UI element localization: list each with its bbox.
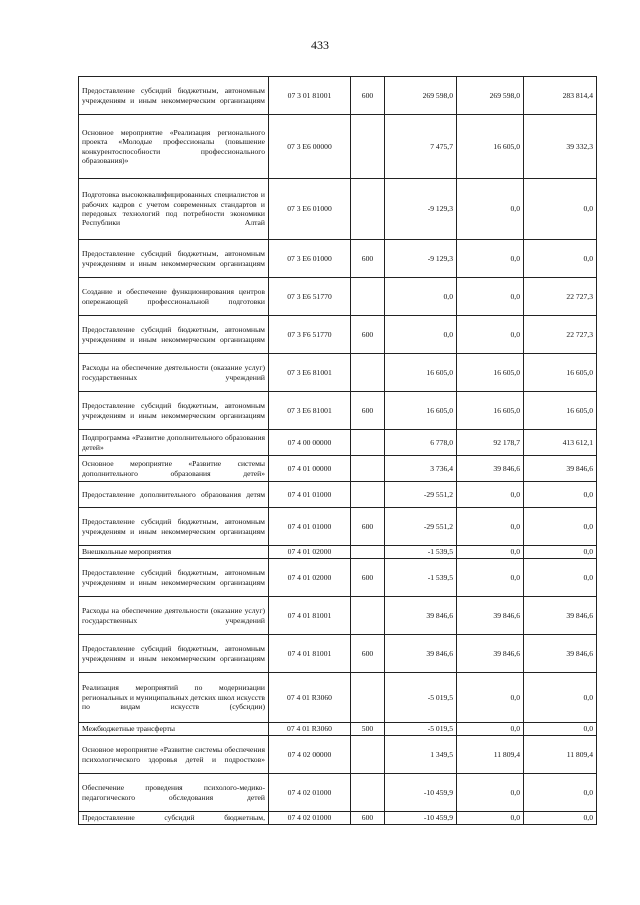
row-type bbox=[351, 354, 385, 392]
row-name: Обеспечение проведения психолого-медико-педагогического обследования детей bbox=[79, 774, 269, 812]
row-type bbox=[351, 546, 385, 559]
row-year2: 16 605,0 bbox=[457, 392, 524, 430]
row-code: 07 4 01 00000 bbox=[269, 456, 351, 482]
table-row bbox=[79, 635, 597, 673]
table-row bbox=[79, 316, 597, 354]
row-type: 600 bbox=[351, 240, 385, 278]
row-code: 07 4 02 01000 bbox=[269, 774, 351, 812]
row-year1: 39 846,6 bbox=[385, 597, 457, 635]
row-type bbox=[351, 456, 385, 482]
row-year3: 22 727,3 bbox=[524, 278, 597, 316]
row-year1: 16 605,0 bbox=[385, 392, 457, 430]
row-year3: 39 846,6 bbox=[524, 456, 597, 482]
table-row bbox=[79, 392, 597, 430]
row-name: Предоставление дополнительного образования детям bbox=[79, 482, 269, 508]
row-name: Предоставление субсидий бюджетным, автономным учреждениям и иным некоммерческим организациям bbox=[79, 316, 269, 354]
table-row bbox=[79, 240, 597, 278]
row-type: 600 bbox=[351, 812, 385, 825]
row-type bbox=[351, 736, 385, 774]
table-row bbox=[79, 774, 597, 812]
table-row bbox=[79, 115, 597, 179]
row-year1: -1 539,5 bbox=[385, 559, 457, 597]
row-code: 07 3 E6 00000 bbox=[269, 115, 351, 179]
row-type: 500 bbox=[351, 723, 385, 736]
row-year3: 0,0 bbox=[524, 240, 597, 278]
row-name: Создание и обеспечение функционирования центров опережающей профессиональной подготовки bbox=[79, 278, 269, 316]
row-year3: 16 605,0 bbox=[524, 354, 597, 392]
row-year1: -9 129,3 bbox=[385, 240, 457, 278]
row-year1: -9 129,3 bbox=[385, 179, 457, 240]
row-code: 07 3 E6 01000 bbox=[269, 179, 351, 240]
row-type: 600 bbox=[351, 392, 385, 430]
row-type bbox=[351, 774, 385, 812]
row-year2: 39 846,6 bbox=[457, 456, 524, 482]
table-row bbox=[79, 354, 597, 392]
row-year1: -5 019,5 bbox=[385, 673, 457, 723]
row-year2: 269 598,0 bbox=[457, 77, 524, 115]
table-row bbox=[79, 736, 597, 774]
row-type bbox=[351, 430, 385, 456]
row-year3: 0,0 bbox=[524, 723, 597, 736]
row-type: 600 bbox=[351, 77, 385, 115]
budget-table bbox=[78, 76, 597, 825]
row-year3: 0,0 bbox=[524, 673, 597, 723]
row-year1: 7 475,7 bbox=[385, 115, 457, 179]
row-name: Межбюджетные трансферты bbox=[79, 723, 269, 736]
budget-table-body bbox=[79, 77, 597, 825]
row-year1: 269 598,0 bbox=[385, 77, 457, 115]
row-code: 07 3 01 81001 bbox=[269, 77, 351, 115]
row-year2: 0,0 bbox=[457, 240, 524, 278]
row-year3: 0,0 bbox=[524, 812, 597, 825]
row-year1: -1 539,5 bbox=[385, 546, 457, 559]
row-year2: 39 846,6 bbox=[457, 635, 524, 673]
row-year3: 11 809,4 bbox=[524, 736, 597, 774]
row-year2: 0,0 bbox=[457, 482, 524, 508]
row-name: Предоставление субсидий бюджетным, автономным учреждениям и иным некоммерческим организациям bbox=[79, 635, 269, 673]
row-name: Предоставление субсидий бюджетным, bbox=[79, 812, 269, 825]
row-name: Реализация мероприятий по модернизации региональных и муниципальных детских школ искусств по видам искусств (субсидии) bbox=[79, 673, 269, 723]
row-year2: 39 846,6 bbox=[457, 597, 524, 635]
row-code: 07 4 01 81001 bbox=[269, 597, 351, 635]
table-row bbox=[79, 546, 597, 559]
row-year1: 16 605,0 bbox=[385, 354, 457, 392]
row-type bbox=[351, 179, 385, 240]
row-year1: -29 551,2 bbox=[385, 508, 457, 546]
row-year2: 0,0 bbox=[457, 316, 524, 354]
row-code: 07 4 01 02000 bbox=[269, 559, 351, 597]
row-name: Подпрограмма «Развитие дополнительного образования детей» bbox=[79, 430, 269, 456]
row-year2: 0,0 bbox=[457, 559, 524, 597]
table-row bbox=[79, 482, 597, 508]
row-name: Предоставление субсидий бюджетным, автономным учреждениям и иным некоммерческим организациям bbox=[79, 392, 269, 430]
row-year1: -10 459,9 bbox=[385, 774, 457, 812]
row-year1: 3 736,4 bbox=[385, 456, 457, 482]
row-year3: 0,0 bbox=[524, 508, 597, 546]
row-year1: 6 778,0 bbox=[385, 430, 457, 456]
row-code: 07 4 01 01000 bbox=[269, 482, 351, 508]
row-code: 07 3 E6 81001 bbox=[269, 354, 351, 392]
row-year3: 0,0 bbox=[524, 179, 597, 240]
row-name: Предоставление субсидий бюджетным, автономным учреждениям и иным некоммерческим организациям bbox=[79, 240, 269, 278]
row-type bbox=[351, 482, 385, 508]
table-row bbox=[79, 723, 597, 736]
row-year3: 0,0 bbox=[524, 559, 597, 597]
row-year2: 0,0 bbox=[457, 812, 524, 825]
row-type: 600 bbox=[351, 559, 385, 597]
row-name: Предоставление субсидий бюджетным, автономным учреждениям и иным некоммерческим организациям bbox=[79, 508, 269, 546]
row-name: Расходы на обеспечение деятельности (оказание услуг) государственных учреждений bbox=[79, 597, 269, 635]
table-row bbox=[79, 278, 597, 316]
row-year2: 92 178,7 bbox=[457, 430, 524, 456]
row-year2: 0,0 bbox=[457, 179, 524, 240]
row-name: Предоставление субсидий бюджетным, автономным учреждениям и иным некоммерческим организациям bbox=[79, 77, 269, 115]
row-name: Основное мероприятие «Развитие системы дополнительного образования детей» bbox=[79, 456, 269, 482]
row-year2: 0,0 bbox=[457, 278, 524, 316]
row-code: 07 4 01 R3060 bbox=[269, 723, 351, 736]
table-row bbox=[79, 673, 597, 723]
row-code: 07 4 02 00000 bbox=[269, 736, 351, 774]
row-type: 600 bbox=[351, 316, 385, 354]
row-year3: 39 846,6 bbox=[524, 597, 597, 635]
row-code: 07 3 F6 51770 bbox=[269, 316, 351, 354]
row-year2: 0,0 bbox=[457, 546, 524, 559]
row-year1: 0,0 bbox=[385, 316, 457, 354]
row-year3: 0,0 bbox=[524, 482, 597, 508]
row-year1: -5 019,5 bbox=[385, 723, 457, 736]
row-type bbox=[351, 278, 385, 316]
table-row bbox=[79, 456, 597, 482]
row-year3: 413 612,1 bbox=[524, 430, 597, 456]
row-year3: 16 605,0 bbox=[524, 392, 597, 430]
row-year3: 0,0 bbox=[524, 546, 597, 559]
row-year3: 39 846,6 bbox=[524, 635, 597, 673]
row-code: 07 4 01 01000 bbox=[269, 508, 351, 546]
row-type bbox=[351, 115, 385, 179]
row-year2: 0,0 bbox=[457, 673, 524, 723]
row-year1: -10 459,9 bbox=[385, 812, 457, 825]
row-code: 07 3 E6 01000 bbox=[269, 240, 351, 278]
row-code: 07 4 01 81001 bbox=[269, 635, 351, 673]
table-row bbox=[79, 508, 597, 546]
row-code: 07 4 01 02000 bbox=[269, 546, 351, 559]
row-name: Основное мероприятие «Развитие системы обеспечения психологического здоровья детей и подростков» bbox=[79, 736, 269, 774]
row-code: 07 3 E6 81001 bbox=[269, 392, 351, 430]
row-year2: 16 605,0 bbox=[457, 354, 524, 392]
table-row bbox=[79, 430, 597, 456]
row-year1: 0,0 bbox=[385, 278, 457, 316]
row-code: 07 4 01 R3060 bbox=[269, 673, 351, 723]
table-row bbox=[79, 597, 597, 635]
row-year1: -29 551,2 bbox=[385, 482, 457, 508]
row-name: Предоставление субсидий бюджетным, автономным учреждениям и иным некоммерческим организациям bbox=[79, 559, 269, 597]
row-name: Внешкольные мероприятия bbox=[79, 546, 269, 559]
row-year3: 22 727,3 bbox=[524, 316, 597, 354]
row-code: 07 4 02 01000 bbox=[269, 812, 351, 825]
row-name: Подготовка высококвалифицированных специалистов и рабочих кадров с учетом современных стандартов и передовых технологий под потребности экономики Республики Алтай bbox=[79, 179, 269, 240]
row-year3: 283 814,4 bbox=[524, 77, 597, 115]
table-row bbox=[79, 559, 597, 597]
row-name: Основное мероприятие «Реализация регионального проекта «Молодые профессионалы (повышение конкурентоспособности профессионального образования)» bbox=[79, 115, 269, 179]
row-year2: 0,0 bbox=[457, 774, 524, 812]
table-row bbox=[79, 179, 597, 240]
row-year2: 11 809,4 bbox=[457, 736, 524, 774]
row-year2: 0,0 bbox=[457, 723, 524, 736]
row-type: 600 bbox=[351, 508, 385, 546]
row-year1: 1 349,5 bbox=[385, 736, 457, 774]
row-name: Расходы на обеспечение деятельности (оказание услуг) государственных учреждений bbox=[79, 354, 269, 392]
table-row bbox=[79, 77, 597, 115]
row-code: 07 4 00 00000 bbox=[269, 430, 351, 456]
table-row bbox=[79, 812, 597, 825]
row-type bbox=[351, 673, 385, 723]
row-code: 07 3 E6 51770 bbox=[269, 278, 351, 316]
row-year3: 0,0 bbox=[524, 774, 597, 812]
row-type: 600 bbox=[351, 635, 385, 673]
row-type bbox=[351, 597, 385, 635]
page-number: 433 bbox=[311, 38, 329, 52]
row-year3: 39 332,3 bbox=[524, 115, 597, 179]
row-year1: 39 846,6 bbox=[385, 635, 457, 673]
row-year2: 0,0 bbox=[457, 508, 524, 546]
row-year2: 16 605,0 bbox=[457, 115, 524, 179]
